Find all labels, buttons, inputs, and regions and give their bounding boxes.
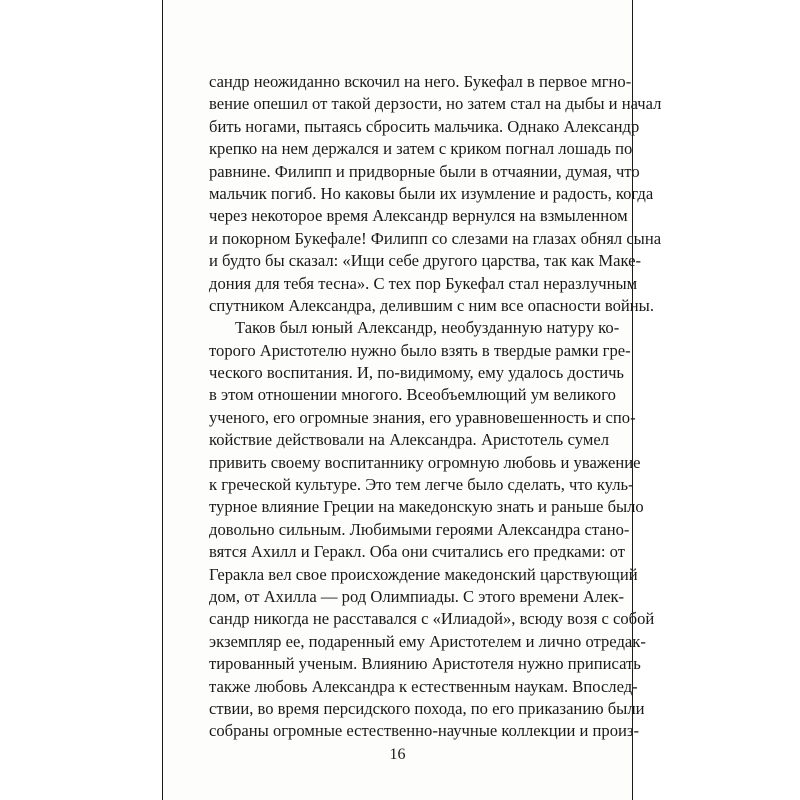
body-text [209,71,662,743]
text-line: ческого воспитания. И, по-видимому, ему удалось достичь [209,363,624,383]
text-line: через некоторое время Александр вернулся на взмыленном [209,206,628,226]
text-line: турное влияние Греции на македонскую знать и раньше было [209,497,644,517]
text-line: бить ногами, пытаясь сбросить мальчика. Однако Александр [209,116,640,136]
text-line: ствии, во время персидского похода, по его приказанию были [209,698,645,718]
text-line: вение опешил от такой дерзости, но затем стал на дыбы и начал [209,94,662,114]
text-line: к греческой культуре. Это тем легче было сделать, что куль- [209,475,634,495]
text-line: мальчик погиб. Но каковы были их изумление и радость, когда [209,183,654,203]
page-number: 16 [389,746,406,763]
text-line: койствие действовали на Александра. Аристотель сумел [209,430,609,450]
text-line: вятся Ахилл и Геракл. Оба они считались его предками: от [209,542,625,562]
text-line: торого Аристотелю нужно было взять в твердые рамки гре- [209,340,631,360]
text-line: в этом отношении многого. Всеобъемлющий ум великого [209,385,616,405]
paragraph-last-line: спутником Александра, делившим с ним все опасности войны. [209,295,654,315]
text-line: и покорном Букефале! Филипп со слезами на глазах обнял сына [209,228,662,248]
text-line: тированный ученым. Влиянию Аристотеля нужно приписать [209,654,641,674]
text-line: собраны огромные естественно-научные коллекции и произ- [209,721,639,741]
text-line: довольно сильным. Любимыми героями Александра стано- [209,519,630,539]
text-line: ученого, его огромные знания, его уравновешенность и спо- [209,407,636,427]
text-line: крепко на нем держался и затем с криком погнал лошадь по [209,139,633,159]
book-page [162,0,662,800]
text-line: дония для тебя тесна». С тех пор Букефал стал неразлучным [209,273,638,293]
text-line: привить своему воспитаннику огромную любовь и уважение [209,452,641,472]
text-line: равнине. Филипп и придворные были в отчаянии, думая, что [209,161,640,181]
text-line: дом, от Ахилла — род Олимпиады. С этого времени Алек- [209,586,625,606]
text-line: и будто бы сказал: «Ищи себе другого царства, так как Маке- [209,251,642,271]
text-line: сандр неожиданно вскочил на него. Букефал в первое мгно- [209,72,632,91]
paragraph-first-line: Таков был юный Александр, необузданную натуру ко- [235,318,620,338]
text-line: экземпляр ее, подаренный ему Аристотелем и лично отредак- [209,631,646,651]
text-line: также любовь Александра к естественным наукам. Впослед- [209,676,638,696]
text-line: сандр никогда не расставался с «Илиадой», всюду возя с собой [209,609,655,629]
text-line: Геракла вел свое происхождение македонский царствующий [209,564,638,584]
